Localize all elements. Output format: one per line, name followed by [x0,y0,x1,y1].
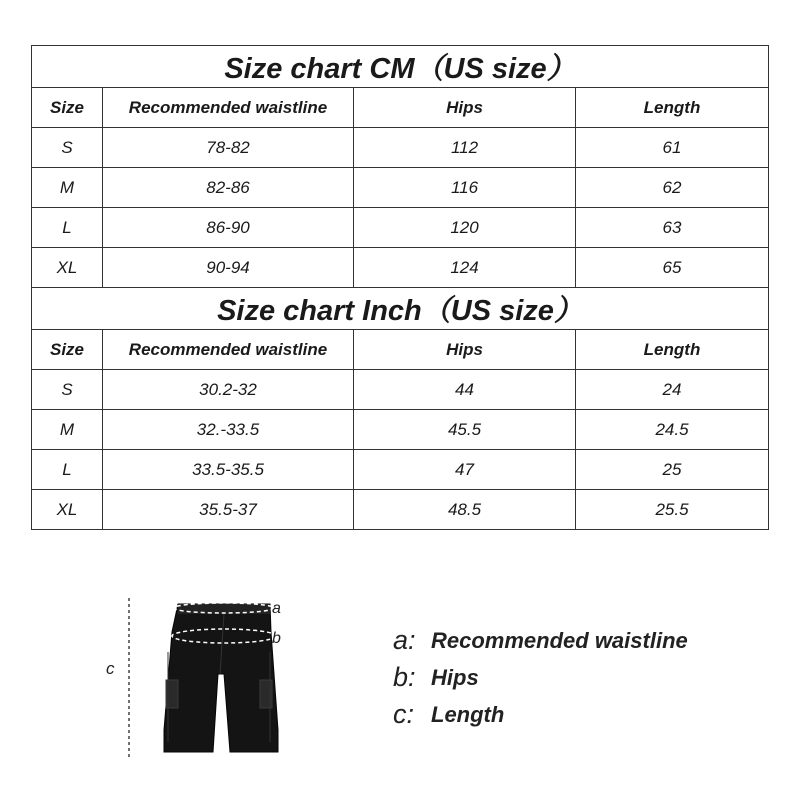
table-cell: 124 [354,248,576,288]
table-cell: 45.5 [354,410,576,450]
column-header: Length [576,88,769,128]
table-cell: 25 [576,450,769,490]
table-cell: 25.5 [576,490,769,530]
table-cell: 35.5-37 [103,490,354,530]
size-chart-table [31,45,769,530]
table-cell: 112 [354,128,576,168]
column-header: Size [32,88,103,128]
table-cell: 62 [576,168,769,208]
legend-item-b [393,659,688,696]
legend-key: a: [393,625,416,655]
table-cell: 24.5 [576,410,769,450]
table-title: Size chart Inch（US size） [32,288,769,330]
table-cell: 30.2-32 [103,370,354,410]
table-row [32,450,769,490]
table-row [32,410,769,450]
table-cell: 65 [576,248,769,288]
table-cell: XL [32,490,103,530]
column-header: Hips [354,88,576,128]
table-cell: 116 [354,168,576,208]
label-a: a [272,600,281,617]
table-cell: 33.5-35.5 [103,450,354,490]
table-title-row [32,288,769,330]
table-cell: 47 [354,450,576,490]
column-header: Recommended waistline [103,88,354,128]
header-row [32,330,769,370]
table-row [32,128,769,168]
table-title: Size chart CM（US size） [32,46,769,88]
table-cell: 82-86 [103,168,354,208]
table-row [32,248,769,288]
measurement-legend [393,622,688,733]
table-cell: 78-82 [103,128,354,168]
label-c: c [106,659,115,678]
legend-text: Length [431,701,505,727]
table-title-row [32,46,769,88]
table-row [32,490,769,530]
table-cell: XL [32,248,103,288]
table-row [32,208,769,248]
legend-item-a [393,622,688,659]
table-cell: 61 [576,128,769,168]
table-cell: L [32,450,103,490]
table-row [32,168,769,208]
table-cell: 32.-33.5 [103,410,354,450]
table-row [32,370,769,410]
table-cell: 120 [354,208,576,248]
shorts-diagram [100,592,300,762]
column-header: Size [32,330,103,370]
table-cell: L [32,208,103,248]
table-cell: 90-94 [103,248,354,288]
table-cell: 44 [354,370,576,410]
column-header: Hips [354,330,576,370]
legend-text: Recommended waistline [431,627,688,653]
header-row [32,88,769,128]
legend-key: c: [393,699,415,729]
column-header: Recommended waistline [103,330,354,370]
table-cell: 48.5 [354,490,576,530]
table-cell: S [32,128,103,168]
table-cell: 24 [576,370,769,410]
column-header: Length [576,330,769,370]
legend-key: b: [393,662,416,692]
table-cell: 86-90 [103,208,354,248]
table-cell: S [32,370,103,410]
table-cell: 63 [576,208,769,248]
legend-text: Hips [431,664,479,690]
table-cell: M [32,168,103,208]
shorts-icon [164,604,278,752]
label-b: b [272,630,281,647]
legend-item-c [393,696,688,733]
table-cell: M [32,410,103,450]
